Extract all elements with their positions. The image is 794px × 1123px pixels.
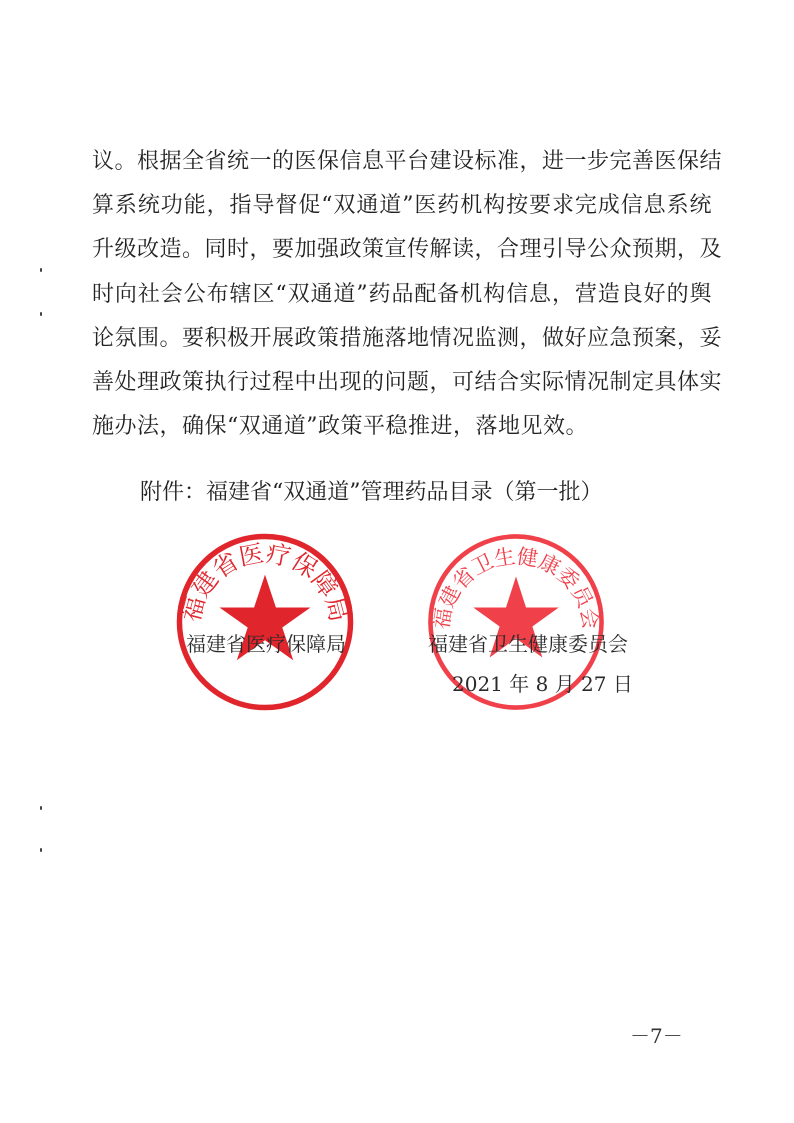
scan-speck [40, 312, 42, 316]
signer-health-commission: 福建省卫生健康委员会 [428, 632, 628, 656]
paragraph-line: 算系统功能，指导督促“双通道”医药机构按要求完成信息系统 [92, 193, 712, 219]
official-seal-medical-security [174, 531, 356, 713]
scan-speck [40, 268, 42, 272]
attachment-line: 附件：福建省“双通道”管理药品目录（第一批） [140, 480, 603, 505]
paragraph-line: 施办法，确保“双通道”政策平稳推进，落地见效。 [92, 414, 588, 440]
signer-medical-security-bureau: 福建省医疗保障局 [186, 632, 346, 656]
paragraph-line: 时向社会公布辖区“双通道”药品配备机构信息，营造良好的舆 [92, 281, 712, 307]
paragraph-line: 善处理政策执行过程中出现的问题，可结合实际情况制定具体实 [92, 370, 723, 396]
body-paragraph [92, 140, 723, 449]
issue-date: 2021 年 8 月 27 日 [452, 672, 633, 696]
paragraph-line: 升级改造。同时，要加强政策宣传解读，合理引导公众预期，及 [92, 237, 723, 263]
seal-ring-text: 福建省卫生健康委员会 [429, 544, 603, 631]
paragraph-line: 议。根据全省统一的医保信息平台建设标准，进一步完善医保结 [92, 149, 723, 174]
seal-ring-text: 福建省医疗保障局 [176, 538, 354, 625]
page-number: －7－ [630, 1024, 683, 1048]
scan-speck [40, 806, 42, 810]
paragraph-line: 论氛围。要积极开展政策措施落地情况监测，做好应急预案，妥 [92, 325, 723, 351]
scan-speck [40, 848, 42, 852]
